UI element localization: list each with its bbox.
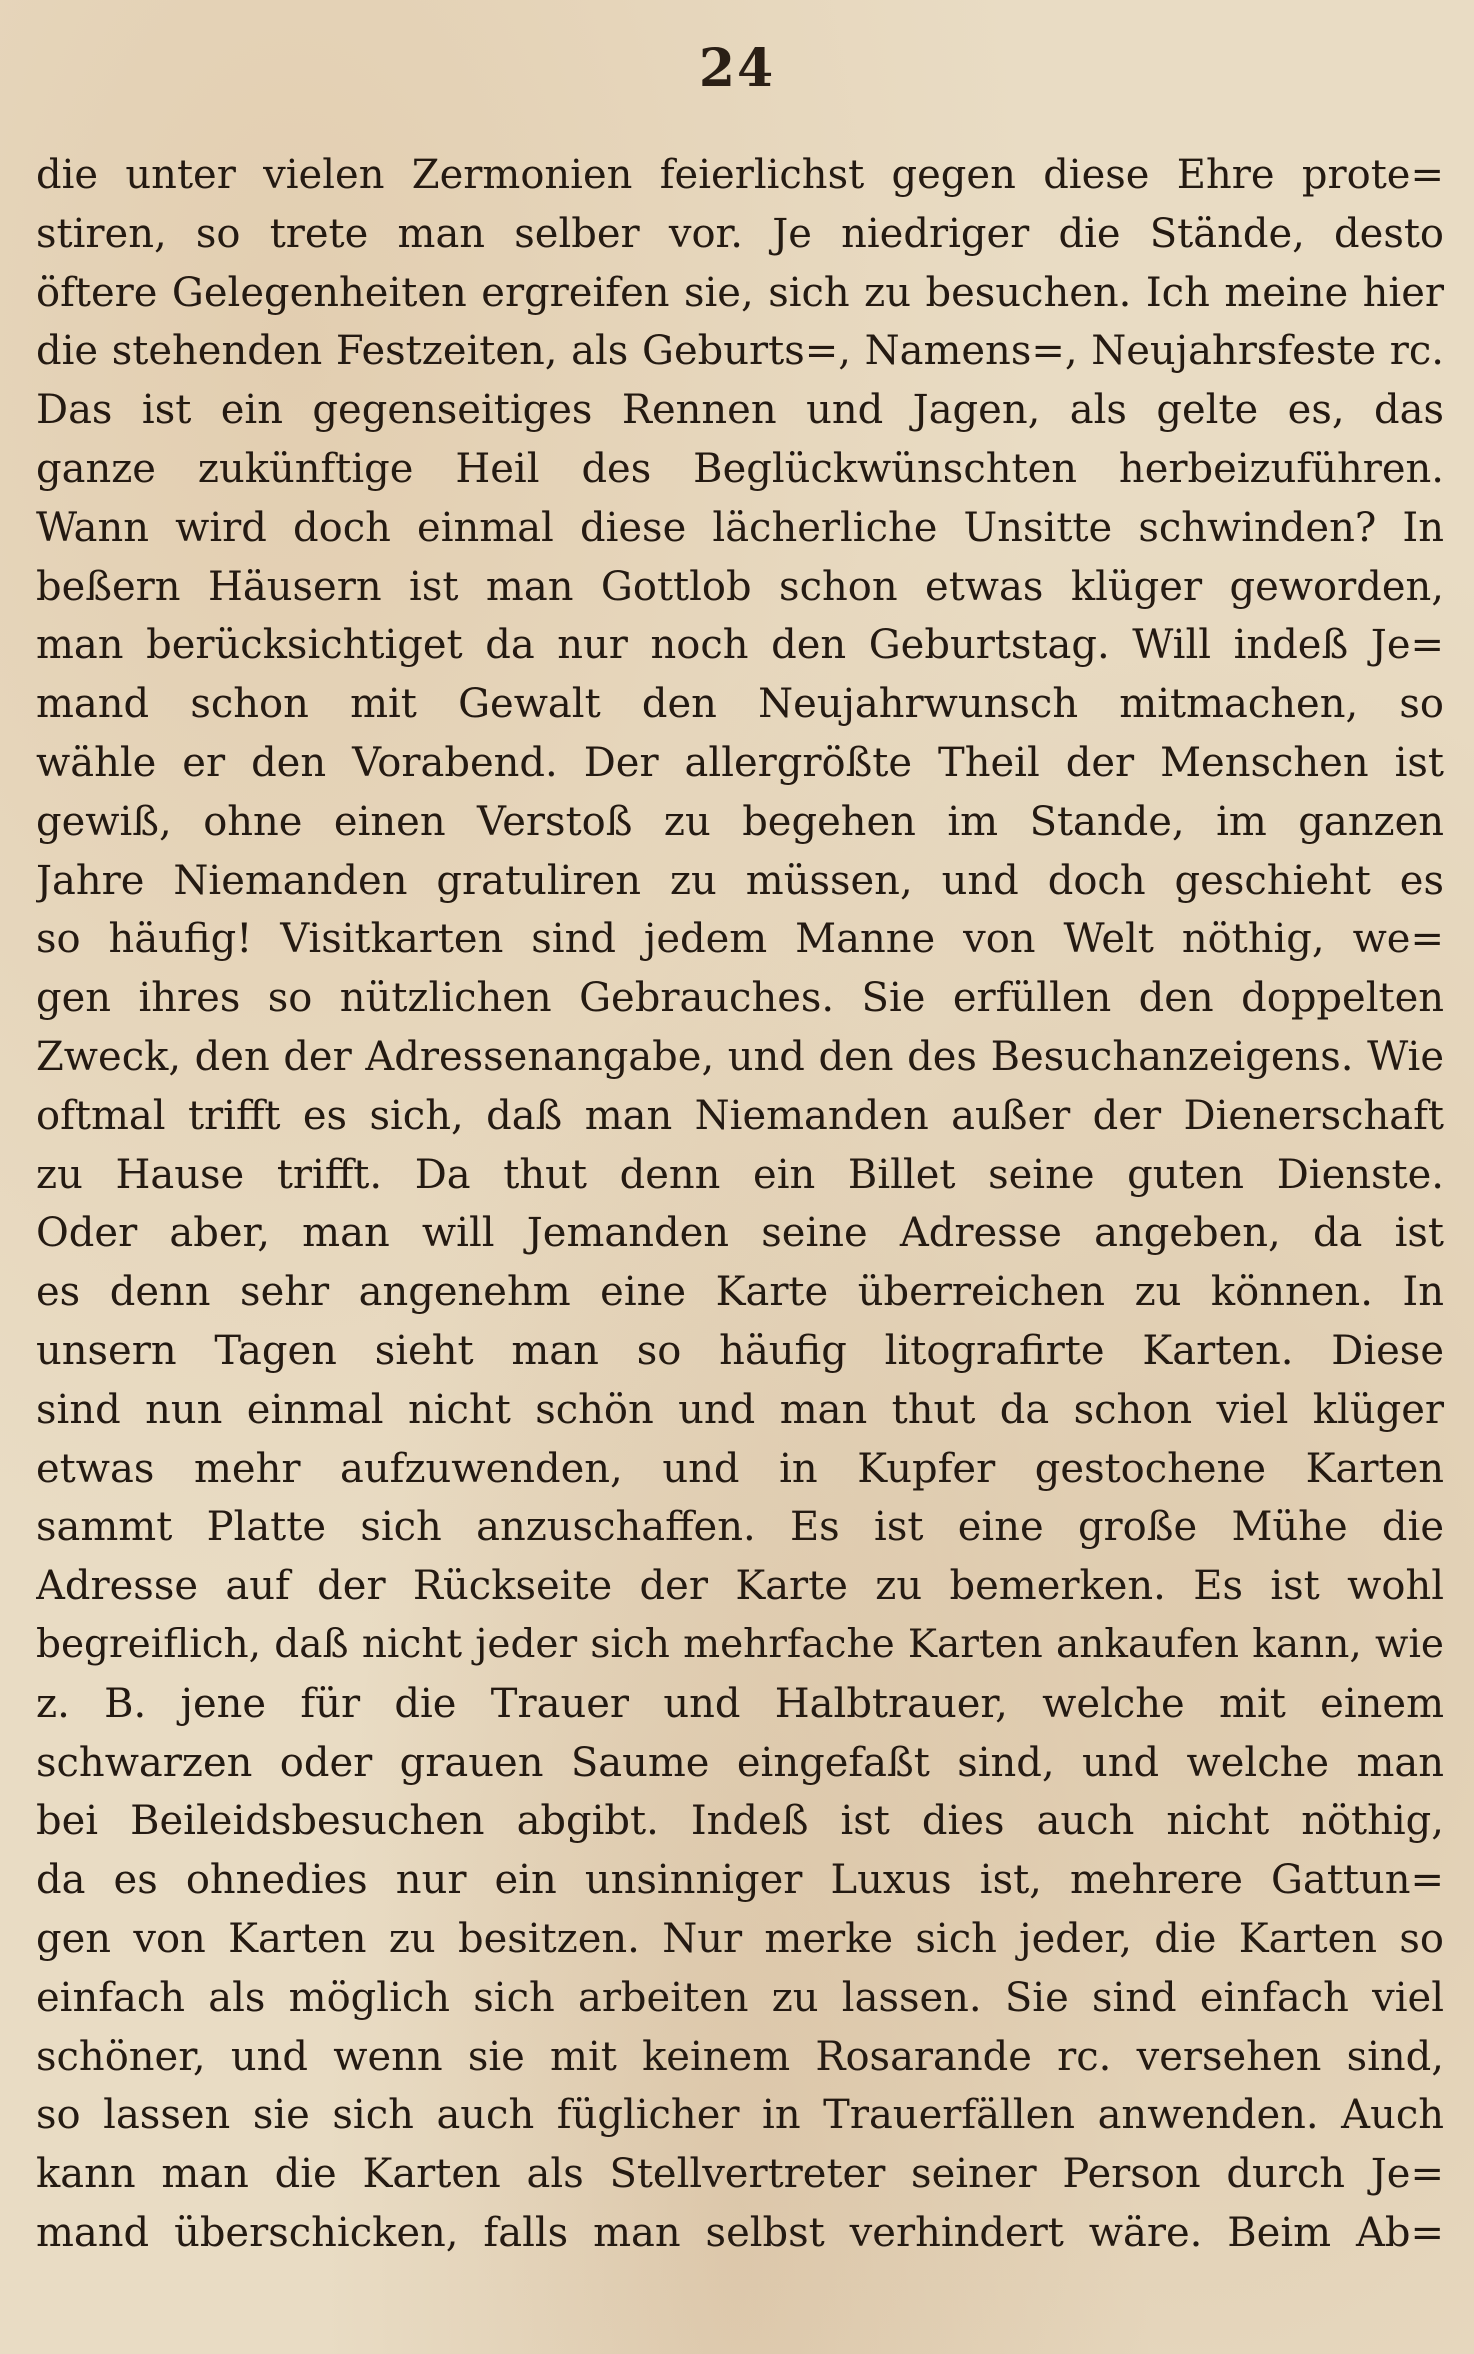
text-line: Zweck, den der Adressenangabe, und den des Besuchanzeigens. Wie xyxy=(36,1033,1444,1080)
text-line: da es ohnedies nur ein unsinniger Luxus ist, mehrere Gattun= xyxy=(36,1857,1444,1904)
text-line: zu Hause trifft. Da thut denn ein Billet seine guten Dienste. xyxy=(36,1151,1444,1198)
page-number: 24 xyxy=(698,38,776,99)
text-line: Das ist ein gegenseitiges Rennen und Jagen, als gelte es, das xyxy=(36,387,1444,434)
text-line: Wann wird doch einmal diese lächerliche Unsitte schwinden? In xyxy=(36,504,1444,551)
text-line: mand schon mit Gewalt den Neujahrwunsch mitmachen, so xyxy=(36,681,1444,728)
text-line: schöner, und wenn sie mit keinem Rosarande rc. versehen sind, xyxy=(36,2033,1444,2080)
body-text xyxy=(36,146,1444,2263)
text-line: kann man die Karten als Stellvertreter seiner Person durch Je= xyxy=(36,2151,1444,2198)
text-line: so häufig! Visitkarten sind jedem Manne von Welt nöthig, we= xyxy=(36,916,1444,963)
text-line: stiren, so trete man selber vor. Je niedriger die Stände, desto xyxy=(36,210,1444,257)
text-line: sind nun einmal nicht schön und man thut da schon viel klüger xyxy=(36,1386,1444,1433)
text-line: unsern Tagen sieht man so häufig litografirte Karten. Diese xyxy=(36,1327,1444,1374)
text-line: Adresse auf der Rückseite der Karte zu bemerken. Es ist wohl xyxy=(36,1563,1444,1610)
text-line: gen ihres so nützlichen Gebrauches. Sie erfüllen den doppelten xyxy=(36,975,1444,1022)
text-line: die unter vielen Zermonien feierlichst gegen diese Ehre prote= xyxy=(36,152,1444,198)
text-line: beßern Häusern ist man Gottlob schon etwas klüger geworden, xyxy=(36,563,1444,610)
text-line: Jahre Niemanden gratuliren zu müssen, und doch geschieht es xyxy=(36,857,1444,904)
text-line: z. B. jene für die Trauer und Halbtrauer, welche mit einem xyxy=(36,1680,1444,1727)
text-line: sammt Platte sich anzuschaffen. Es ist eine große Mühe die xyxy=(36,1504,1444,1551)
text-line: schwarzen oder grauen Saume eingefaßt sind, und welche man xyxy=(36,1739,1444,1786)
text-line: es denn sehr angenehm eine Karte überreichen zu können. In xyxy=(36,1269,1444,1316)
text-line: mand überschicken, falls man selbst verhindert wäre. Beim Ab= xyxy=(36,2209,1444,2256)
text-line: etwas mehr aufzuwenden, und in Kupfer gestochene Karten xyxy=(36,1445,1444,1492)
text-line: bei Beileidsbesuchen abgibt. Indeß ist dies auch nicht nöthig, xyxy=(36,1798,1444,1845)
text-line: die stehenden Festzeiten, als Geburts=, Namens=, Neujahrsfeste rc. xyxy=(36,328,1444,375)
text-line: öftere Gelegenheiten ergreifen sie, sich zu besuchen. Ich meine hier xyxy=(36,269,1444,316)
text-line: wähle er den Vorabend. Der allergrößte Theil der Menschen ist xyxy=(36,739,1444,786)
text-line: oftmal trifft es sich, daß man Niemanden außer der Dienerschaft xyxy=(36,1092,1444,1139)
text-line: begreiflich, daß nicht jeder sich mehrfache Karten ankaufen kann, wie xyxy=(36,1621,1444,1667)
text-line: man berücksichtiget da nur noch den Geburtstag. Will indeß Je= xyxy=(36,622,1444,669)
text-line: gewiß, ohne einen Verstoß zu begehen im Stande, im ganzen xyxy=(36,798,1444,845)
text-line: ganze zukünftige Heil des Beglückwünschten herbeizuführen. xyxy=(36,445,1444,492)
text-line: gen von Karten zu besitzen. Nur merke sich jeder, die Karten so xyxy=(36,1915,1444,1962)
text-line: so lassen sie sich auch füglicher in Trauerfällen anwenden. Auch xyxy=(36,2092,1444,2139)
text-line: Oder aber, man will Jemanden seine Adresse angeben, da ist xyxy=(36,1210,1444,1257)
text-line: einfach als möglich sich arbeiten zu lassen. Sie sind einfach viel xyxy=(36,1974,1444,2021)
